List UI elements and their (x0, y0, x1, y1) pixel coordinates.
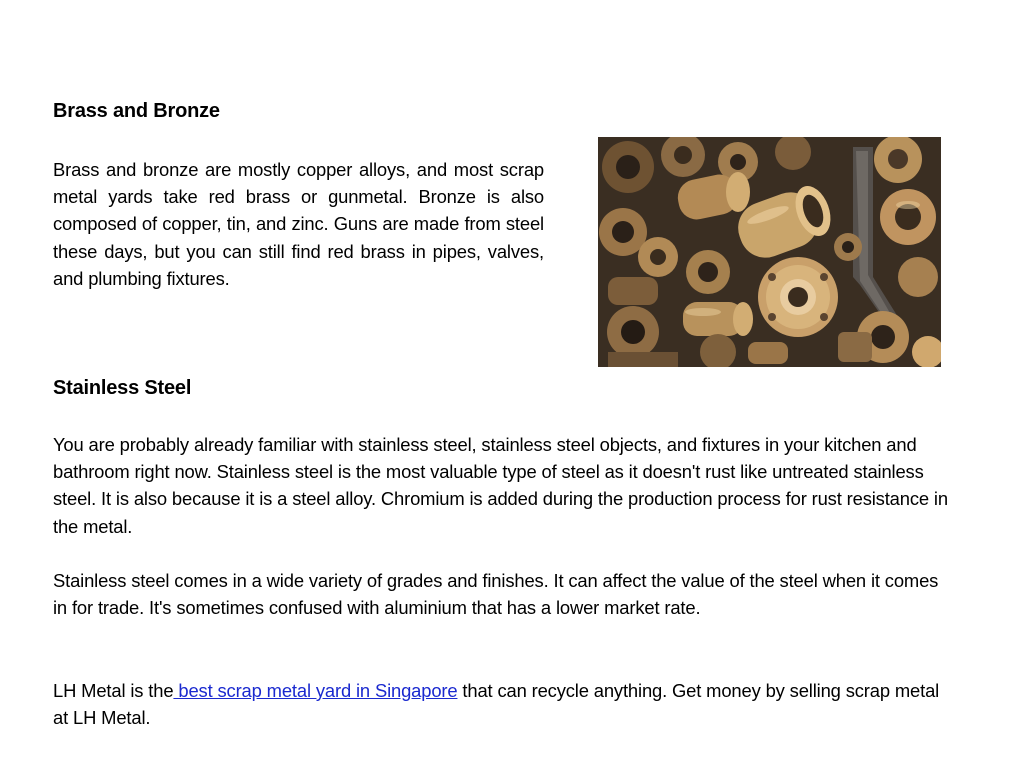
stainless-steel-paragraph-1: You are probably already familiar with stainless steel, stainless steel objects, and fixtures in your kitchen and bathroom right now. Stainless steel is the most valuable type of steel as it doesn't rust like untreated stainless steel. It is also because it is a steel alloy. Chromium is added during the production process for rust resistance in the metal. (53, 434, 948, 537)
scrap-brass-photo (598, 137, 941, 367)
cta-suffix-text: that can recycle anything. Get money by selling scrap metal at LH Metal. (53, 680, 940, 729)
brass-bronze-paragraph: Brass and bronze are mostly copper alloys, and most scrap metal yards take red brass or gunmetal. Bronze is also composed of copper, tin, and zinc. Guns are made from steel these days, but you can still find red brass in pipes, valves, and plumbing fixtures. (53, 159, 544, 289)
cta-prefix-text: LH Metal is the (53, 680, 174, 701)
scrap-yard-link[interactable]: best scrap metal yard in Singapore (173, 680, 458, 701)
stainless-steel-paragraph-2: Stainless steel comes in a wide variety of grades and finishes. It can affect the value of the steel when it comes in for trade. It's sometimes confused with aluminium that has a lower market rate. (53, 570, 939, 619)
cta-paragraph (53, 677, 953, 731)
section-title-brass-bronze: Brass and Bronze (53, 100, 220, 122)
section-title-stainless-steel: Stainless Steel (53, 377, 192, 399)
